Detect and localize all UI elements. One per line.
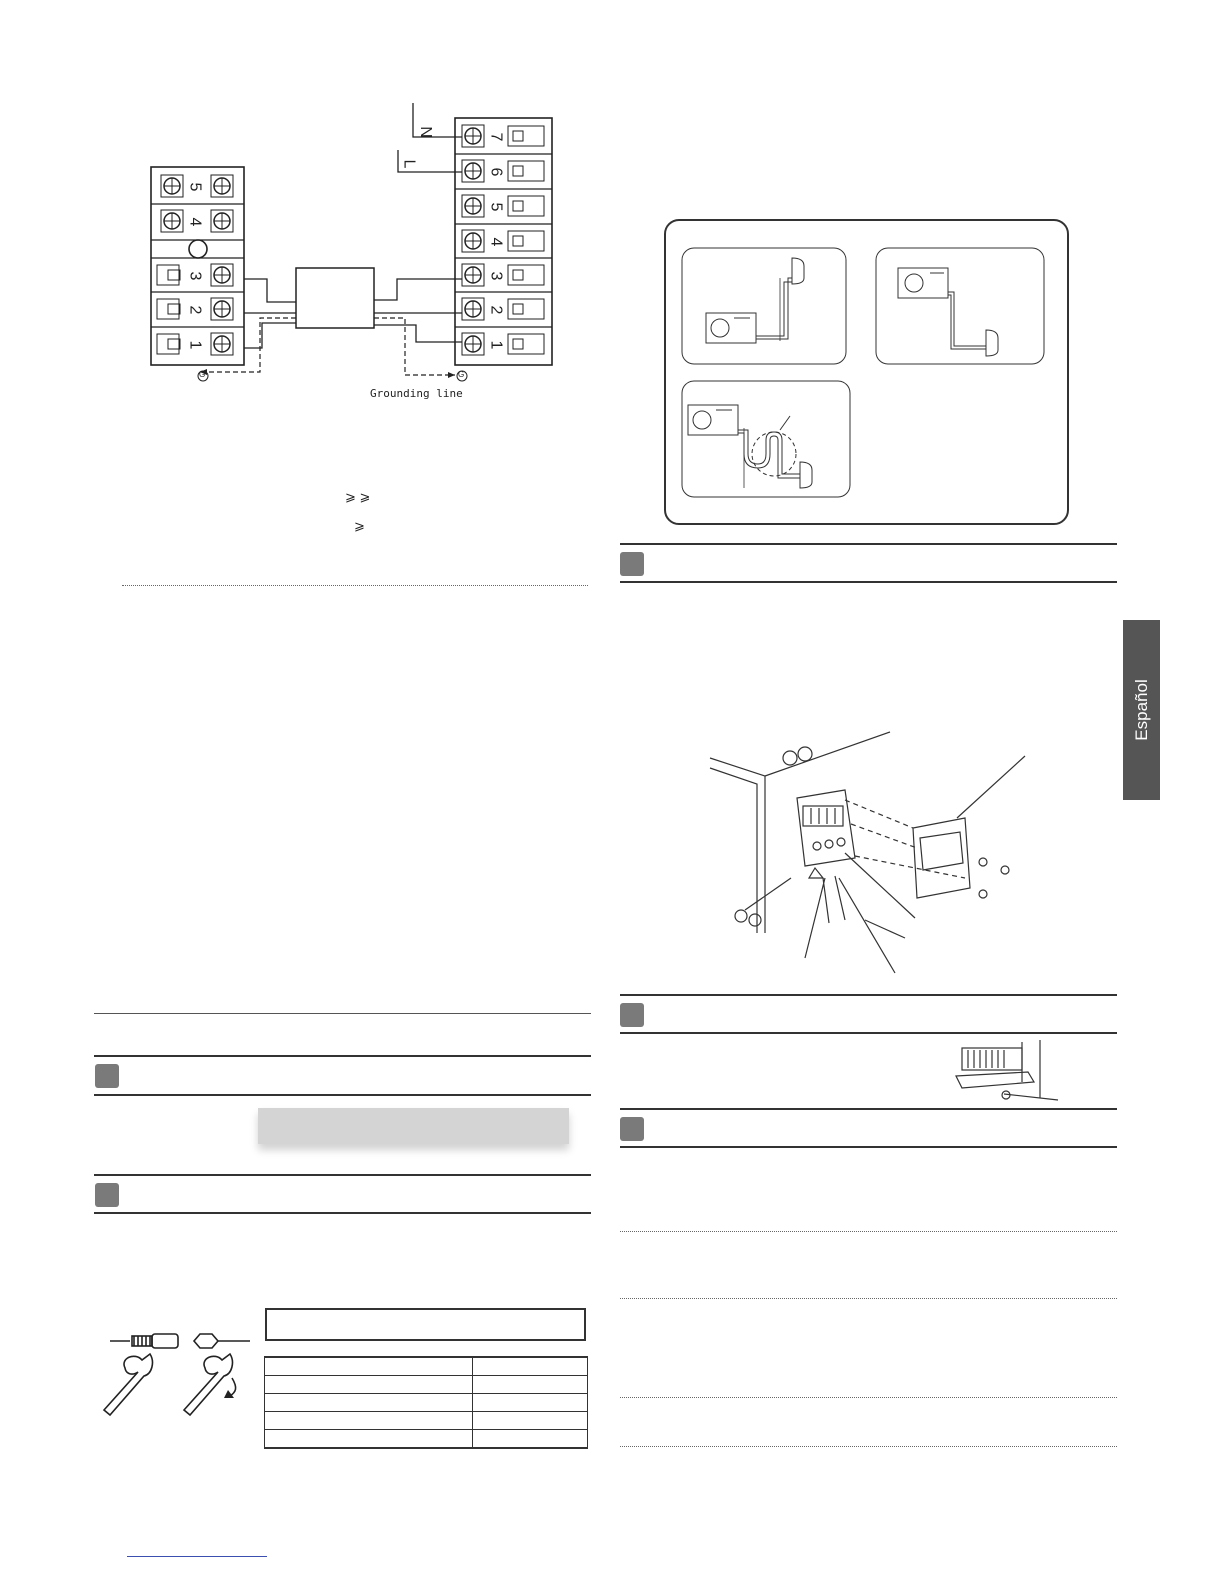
language-tab-label: Español bbox=[1131, 679, 1151, 741]
indoor-screw-4 bbox=[161, 210, 183, 232]
section-divider-top bbox=[94, 1013, 591, 1014]
wrench-illustration bbox=[100, 1330, 260, 1440]
section-5-rule-top bbox=[620, 1108, 1117, 1110]
table-row bbox=[265, 1394, 588, 1412]
outdoor-screws bbox=[462, 125, 484, 355]
grounding-line-label: Grounding line bbox=[370, 387, 463, 400]
dotted-divider-2 bbox=[620, 1298, 1117, 1299]
indoor-label-2: 2 bbox=[186, 305, 204, 315]
language-tab[interactable] bbox=[1123, 620, 1160, 800]
dotted-divider-3 bbox=[620, 1397, 1117, 1398]
section-4-marker bbox=[620, 1003, 644, 1027]
indoor-screw-2 bbox=[211, 298, 233, 320]
section-2-marker bbox=[95, 1183, 119, 1207]
outdoor-label-2: 2 bbox=[487, 305, 505, 315]
position-illustrations bbox=[662, 218, 1072, 528]
section-5-rule-bottom bbox=[620, 1146, 1117, 1148]
section-3-marker bbox=[620, 552, 644, 576]
live-label: L bbox=[400, 159, 418, 169]
section-4-rule-top bbox=[620, 994, 1117, 996]
outdoor-label-7: 7 bbox=[487, 132, 505, 142]
dotted-divider-1 bbox=[620, 1231, 1117, 1232]
neutral-label: N bbox=[416, 126, 434, 138]
section-3-rule-bottom bbox=[620, 581, 1117, 583]
outdoor-label-3: 3 bbox=[487, 271, 505, 281]
indoor-label-1: 1 bbox=[186, 340, 204, 350]
terminal-cover-illustration bbox=[705, 728, 1045, 978]
spec-table-header bbox=[265, 1308, 586, 1341]
outdoor-label-5: 5 bbox=[487, 202, 505, 212]
section-2-rule-top bbox=[94, 1174, 591, 1176]
indoor-screw-5 bbox=[161, 175, 183, 197]
ground-symbol-left: G bbox=[199, 370, 206, 379]
spec-table bbox=[264, 1356, 588, 1449]
outdoor-label-1: 1 bbox=[487, 340, 505, 350]
table-row bbox=[265, 1357, 588, 1376]
section-1-rule-bottom bbox=[94, 1094, 591, 1096]
indoor-screw-3 bbox=[211, 264, 233, 286]
section-3-rule-top bbox=[620, 543, 1117, 545]
indoor-screw-1 bbox=[211, 333, 233, 355]
indoor-screw-5b bbox=[211, 175, 233, 197]
note-symbol-1: ⩾ ⩾ bbox=[345, 489, 371, 504]
junction-box bbox=[296, 268, 374, 328]
outdoor-connectors bbox=[508, 126, 544, 354]
outdoor-label-6: 6 bbox=[487, 167, 505, 177]
indoor-label-3: 3 bbox=[186, 271, 204, 281]
indoor-screw-4b bbox=[211, 210, 233, 232]
section-4-rule-bottom bbox=[620, 1032, 1117, 1034]
footer-link-rule bbox=[127, 1556, 267, 1557]
section-5-marker bbox=[620, 1117, 644, 1141]
indoor-label-4: 4 bbox=[186, 217, 204, 227]
dotted-divider-4 bbox=[620, 1446, 1117, 1447]
section-2-rule-bottom bbox=[94, 1212, 591, 1214]
note-symbol-2: ⩾ bbox=[354, 518, 365, 533]
highlight-box bbox=[258, 1108, 569, 1144]
table-row bbox=[265, 1376, 588, 1394]
table-row bbox=[265, 1412, 588, 1430]
wiring-diagram-svg bbox=[0, 0, 600, 430]
section-1-marker bbox=[95, 1064, 119, 1088]
note-divider bbox=[122, 585, 588, 586]
outdoor-label-4: 4 bbox=[487, 237, 505, 247]
indoor-label-5: 5 bbox=[186, 182, 204, 192]
drain-illustration bbox=[948, 1038, 1068, 1108]
table-row bbox=[265, 1430, 588, 1449]
section-1-rule-top bbox=[94, 1055, 591, 1057]
ground-symbol-right: G bbox=[458, 370, 465, 379]
